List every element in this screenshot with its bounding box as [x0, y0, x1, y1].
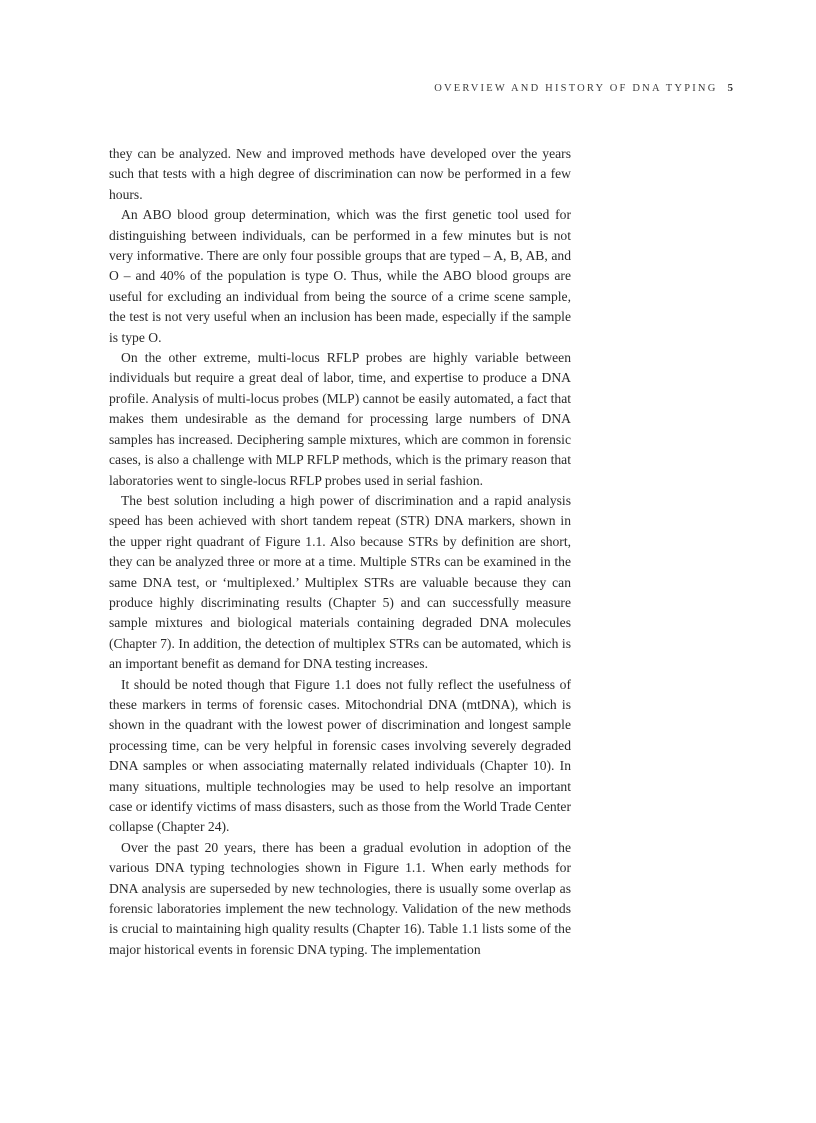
- paragraph-str-markers: The best solution including a high power of discrimination and a rapid analysis speed has been achieved with short tandem repeat (STR) DNA markers, shown in the upper right quadrant of Figure 1.1. Also because STRs by definition are short, they can be analyzed three or more at a time. Multiple STRs can be examined in the same DNA test, or ‘multiplexed.’ Multiplex STRs are valuable because they can produce highly discriminating results (Chapter 5) and can successfully measure sample mixtures and biological materials containing degraded DNA molecules (Chapter 7). In addition, the detection of multiplex STRs can be automated, which is an important benefit as demand for DNA testing increases.: [109, 492, 571, 672]
- paragraph-continuation: they can be analyzed. New and improved methods have developed over the years such that tests with a high degree of discrimination can now be performed in a few hours.: [109, 146, 571, 202]
- body-text: [109, 144, 571, 960]
- paragraph-history-evolution: Over the past 20 years, there has been a gradual evolution in adoption of the various DNA typing technologies shown in Figure 1.1. When early methods for DNA analysis are superseded by new technologies, there is usually some overlap as forensic laboratories implement the new technology. Validation of the new methods is crucial to maintaining high quality results (Chapter 16). Table 1.1 lists some of the major historical events in forensic DNA typing. The implementation: [109, 839, 571, 957]
- paragraph-rflp-probes: On the other extreme, multi-locus RFLP probes are highly variable between individuals but require a great deal of labor, time, and expertise to produce a DNA profile. Analysis of multi-locus probes (MLP) cannot be easily automated, a fact that makes them undesirable as the demand for processing large numbers of DNA samples has increased. Deciphering sample mixtures, which are common in forensic cases, is also a challenge with MLP RFLP methods, which is the primary reason that laboratories went to single-locus RFLP probes used in serial fashion.: [109, 350, 571, 488]
- running-title: OVERVIEW AND HISTORY OF DNA TYPING: [434, 83, 718, 94]
- running-header: [434, 82, 733, 94]
- page-number: 5: [727, 82, 733, 94]
- paragraph-mtdna: It should be noted though that Figure 1.1 does not fully reflect the usefulness of these markers in terms of forensic cases. Mitochondrial DNA (mtDNA), which is shown in the quadrant with the lowest power of discrimination and longest sample processing time, can be very helpful in forensic cases involving severely degraded DNA samples or when associating maternally related individuals (Chapter 10). In many situations, multiple technologies may be used to help resolve an important case or identify victims of mass disasters, such as those from the World Trade Center collapse (Chapter 24).: [109, 676, 571, 835]
- paragraph-abo-blood-group: An ABO blood group determination, which was the first genetic tool used for distinguishing between individuals, can be performed in a few minutes but is not very informative. There are only four possible groups that are typed – A, B, AB, and O – and 40% of the population is type O. Thus, while the ABO blood groups are useful for excluding an individual from being the source of a crime scene sample, the test is not very useful when an inclusion has been made, especially if the sample is type O.: [109, 207, 571, 345]
